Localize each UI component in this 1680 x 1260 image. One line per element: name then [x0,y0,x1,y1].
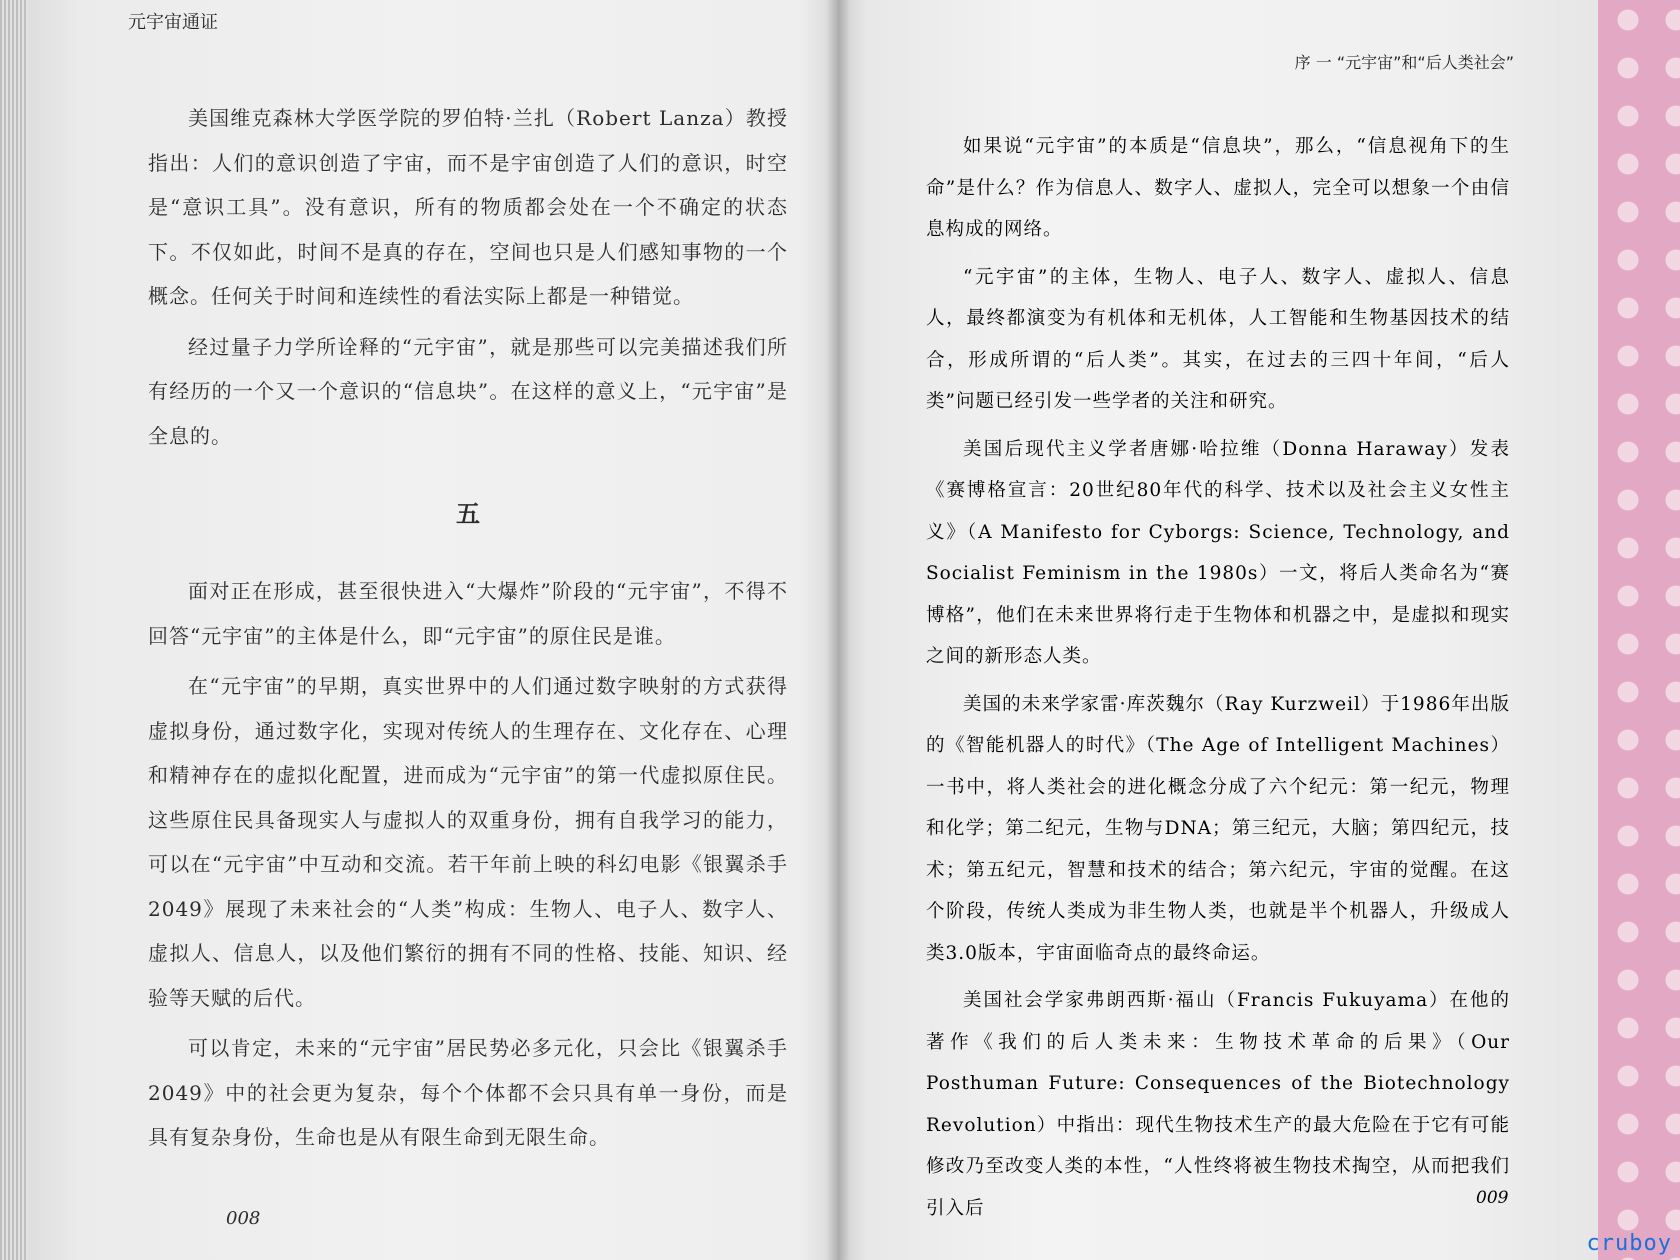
paragraph: 可以肯定，未来的“元宇宙”居民势必多元化，只会比《银翼杀手2049》中的社会更为复杂，每个个体都不会只具有单一身份，而是具有复杂身份，生命也是从有限生命到无限生命。 [148,1036,788,1149]
paragraph: 美国后现代主义学者唐娜·哈拉维（Donna Haraway）发表《赛博格宣言：20世纪80年代的科学、技术以及社会主义女性主义》（A Manifesto for Cyborgs: Science, Technology, and Socialist Feminism in the 1980s）一文，将后人类命名为“赛博格”，他们在未来世界将行走于生物体和机器之中，是虚拟和现实之间的新形态人类。 [926,438,1510,667]
right-running-head: 序 一 “元宇宙”和“后人类社会” [1294,53,1514,72]
watermark: cruboy [1586,1231,1672,1256]
paragraph: 美国维克森林大学医学院的罗伯特·兰扎（Robert Lanza）教授指出：人们的意识创造了宇宙，而不是宇宙创造了人们的意识，时空是“意识工具”。没有意识，所有的物质都会处在一个不确定的状态下。不仅如此，时间不是真的存在，空间也只是人们感知事物的一个概念。任何关于时间和连续性的看法实际上都是一种错觉。 [148,106,788,308]
paragraph: 经过量子力学所诠释的“元宇宙”，就是那些可以完美描述我们所有经历的一个又一个意识的“信息块”。在这样的意义上，“元宇宙”是全息的。 [148,334,788,448]
left-body [148,96,788,1166]
page-edge [0,0,28,1260]
right-body [926,126,1510,1235]
paragraph: 面对正在形成，甚至很快进入“大爆炸”阶段的“元宇宙”，不得不回答“元宇宙”的主体是什么，即“元宇宙”的原住民是谁。 [148,579,788,648]
left-page-number: 008 [226,1208,261,1229]
paragraph: 美国的未来学家雷·库茨魏尔（Ray Kurzweil）于1986年出版的《智能机器人的时代》（The Age of Intelligent Machines）一书中，将人类社会的进化概念分成了六个纪元：第一纪元，物理和化学；第二纪元，生物与DNA；第三纪元，大脑；第四纪元，技术；第五纪元，智慧和技术的结合；第六纪元，宇宙的觉醒。在这个阶段，传统人类成为非生物人类，也就是半个机器人，升级成人类3.0版本，宇宙面临奇点的最终命运。 [926,693,1510,964]
paragraph: 在“元宇宙”的早期，真实世界中的人们通过数字映射的方式获得虚拟身份，通过数字化，实现对传统人的生理存在、文化存在、心理和精神存在的虚拟化配置，进而成为“元宇宙”的第一代虚拟原住民。这些原住民具备现实人与虚拟人的双重身份，拥有自我学习的能力，可以在“元宇宙”中互动和交流。若干年前上映的科幻电影《银翼杀手2049》展现了未来社会的“人类”构成：生物人、电子人、数字人、虚拟人、信息人，以及他们繁衍的拥有不同的性格、技能、知识、经验等天赋的后代。 [148,674,788,1010]
left-page [0,0,838,1260]
paragraph: 美国社会学家弗朗西斯·福山（Francis Fukuyama）在他的著作《我们的后人类未来：生物技术革命的后果》（Our Posthuman Future: Consequences of the Biotechnology Revolution）中指出：现代生物技术生产的最大危险在于它有可能修改乃至改变人类的本性，“人性终将被生物技术掏空，从而把我们引入后 [926,990,1510,1219]
paragraph: 如果说“元宇宙”的本质是“信息块”，那么，“信息视角下的生命”是什么？作为信息人、数字人、虚拟人，完全可以想象一个由信息构成的网络。 [926,136,1510,240]
book-gutter [826,0,850,1260]
left-running-head: 元宇宙通证 [128,12,218,33]
right-page-number: 009 [1476,1188,1509,1208]
section-title: 五 [456,499,480,528]
paragraph: “元宇宙”的主体，生物人、电子人、数字人、虚拟人、信息人，最终都演变为有机体和无机体，人工智能和生物基因技术的结合，形成所谓的“后人类”。其实，在过去的三四十年间，“后人类”问题已经引发一些学者的关注和研究。 [926,266,1510,412]
